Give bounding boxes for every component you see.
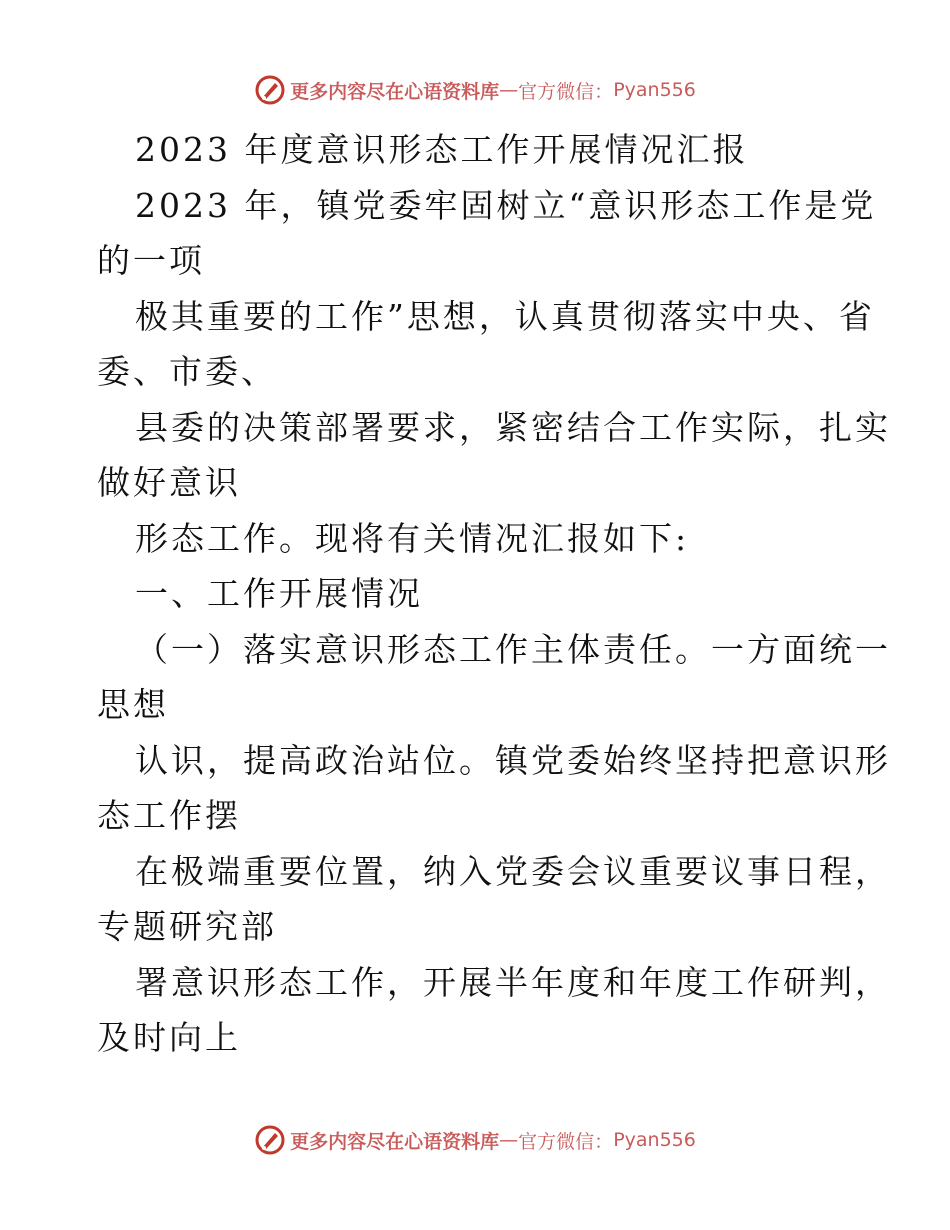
paragraph-line: 在极端重要位置，纳入党委会议重要议事日程， <box>135 851 891 891</box>
document-title: 2023 年度意识形态工作开展情况汇报 <box>135 130 749 169</box>
paragraph-line: 署意识形态工作，开展半年度和年度工作研判， <box>135 962 891 1002</box>
paragraph-line: 2023 年，镇党委牢固树立“意识形态工作是党 <box>135 185 877 225</box>
paragraph-line: 的一项 <box>97 241 205 280</box>
watermark-header <box>0 70 950 110</box>
watermark-dash: — <box>499 79 519 101</box>
paragraph-line: 县委的决策部署要求，紧密结合工作实际，扎实 <box>135 407 891 447</box>
paragraph-line: 认识，提高政治站位。镇党委始终坚持把意识形 <box>135 740 891 780</box>
paragraph-line: 委、市委、 <box>97 352 277 391</box>
paragraph-line: 形态工作。现将有关情况汇报如下: <box>135 518 690 558</box>
watermark-main-text: 更多内容尽在心语资料库 <box>290 1130 500 1153</box>
watermark-sub-text: 官方微信： <box>518 80 614 103</box>
watermark-wechat-id: Pyan556 <box>613 1129 696 1151</box>
paragraph-line: 及时向上 <box>97 1018 241 1057</box>
section-heading: 一、工作开展情况 <box>135 574 423 613</box>
document-body <box>97 122 891 1066</box>
subsection-heading: （一）落实意识形态工作主体责任。一方面统一 <box>135 629 891 669</box>
watermark-sub-text: 官方微信： <box>518 1130 614 1153</box>
watermark-main-text: 更多内容尽在心语资料库 <box>290 80 500 103</box>
pen-logo-icon <box>254 1124 286 1156</box>
paragraph-line: 专题研究部 <box>97 907 277 946</box>
watermark-dash: — <box>499 1129 519 1151</box>
watermark-wechat-id: Pyan556 <box>613 79 696 101</box>
paragraph-line: 做好意识 <box>97 463 241 502</box>
paragraph-line: 极其重要的工作”思想，认真贯彻落实中央、省 <box>135 296 875 336</box>
pen-logo-icon <box>254 74 286 106</box>
watermark-footer <box>0 1120 950 1160</box>
paragraph-line: 思想 <box>97 685 169 724</box>
paragraph-line: 态工作摆 <box>97 796 241 835</box>
